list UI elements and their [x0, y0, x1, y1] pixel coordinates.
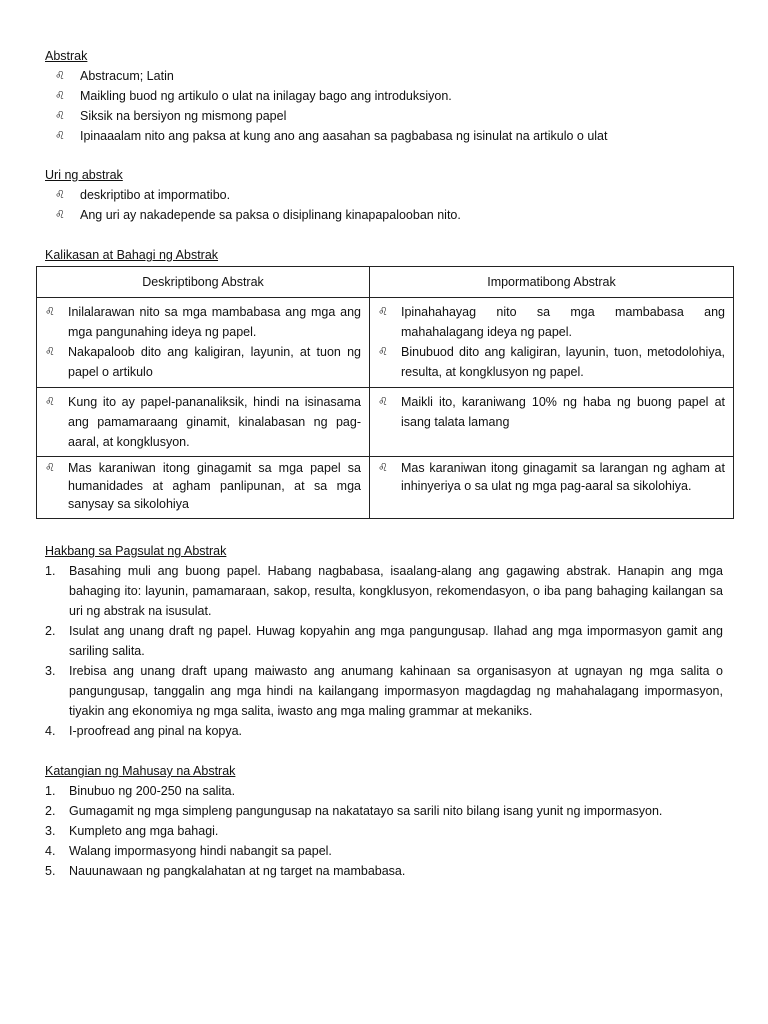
leo-bullet-icon: ♌ — [45, 461, 55, 474]
leo-bullet-icon: ♌ — [45, 305, 55, 318]
leo-bullet-icon: ♌ — [45, 345, 55, 358]
section-title-katangian: Katangian ng Mahusay na Abstrak — [45, 764, 236, 778]
section-title-kalikasan: Kalikasan at Bahagi ng Abstrak — [45, 248, 219, 262]
table-row — [37, 298, 734, 388]
bullet-item: ♌ Ipinaaalam nito ang paksa at kung ano ang aasahan sa pagbabasa ng isinulat na artikulo o ulat — [55, 126, 735, 146]
list-item: 1. Binubuo ng 200-250 na salita. — [45, 784, 236, 798]
section-title-abstrak: Abstrak — [45, 49, 88, 63]
uri-bullet-list — [55, 185, 735, 225]
leo-bullet-icon: ♌ — [378, 461, 388, 474]
cell-bullet: ♌ Nakapaloob dito ang kaligiran, layunin, at tuon ng papel o artikulo — [45, 342, 361, 382]
section-title-hakbang: Hakbang sa Pagsulat ng Abstrak — [45, 544, 227, 558]
list-item: 2. Gumagamit ng mga simpleng pangungusap na nakatatayo sa sarili nito bilang isang yunit ng impormasyon. — [45, 804, 663, 818]
cell-bullet: ♌ Binubuod dito ang kaligiran, layunin, tuon, metodolohiya, resulta, at kongklusyon ng papel. — [378, 342, 725, 382]
cell-bullet: ♌ Ipinahahayag nito sa mga mambabasa ang mahahalagang ideya ng papel. — [378, 302, 725, 342]
column-header-deskriptibo: Deskriptibong Abstrak — [37, 267, 370, 298]
list-item: 4. I-proofread ang pinal na kopya. — [45, 724, 243, 738]
table-header-row — [37, 267, 734, 298]
bullet-item: ♌ Ang uri ay nakadepende sa paksa o disiplinang kinapapalooban nito. — [55, 205, 735, 225]
cell-bullet: ♌ Inilalarawan nito sa mga mambabasa ang mga ang mga pangunahing ideya ng papel. — [45, 302, 361, 342]
table-row — [37, 457, 734, 519]
list-item: 4. Walang impormasyong hindi nabangit sa papel. — [45, 844, 332, 858]
leo-bullet-icon: ♌ — [55, 208, 65, 221]
cell-bullet: ♌ Mas karaniwan itong ginagamit sa larangan ng agham at inhinyeriya o sa ulat ng mga pag-aaral sa sikolohiya. — [378, 461, 725, 493]
bullet-item: ♌ Maikling buod ng artikulo o ulat na inilagay bago ang introduksiyon. — [55, 86, 735, 106]
leo-bullet-icon: ♌ — [378, 395, 388, 408]
bullet-item: ♌ Abstracum; Latin — [55, 66, 735, 86]
table-row — [37, 388, 734, 457]
leo-bullet-icon: ♌ — [378, 305, 388, 318]
list-item: 3. Irebisa ang unang draft upang maiwasto ang anumang kahinaan sa organisasyon at ugnayan ng mga salita o pangungusap, tanggalin ang mga hindi na kailangang impormasyon magdagdag ng mahahalagang impormasyon, tiyakin ang ekonomiya ng mga salita, iwasto ang mga maling grammar at mekaniks. — [45, 664, 723, 718]
bullet-item: ♌ Siksik na bersiyon ng mismong papel — [55, 106, 735, 126]
section-title-uri: Uri ng abstrak — [45, 168, 123, 182]
table-cell — [37, 457, 370, 519]
leo-bullet-icon: ♌ — [378, 345, 388, 358]
table-cell — [37, 298, 370, 388]
cell-bullet: ♌ Mas karaniwan itong ginagamit sa mga papel sa humanidades at agham panlipunan, at sa mga sanysay sa sikolohiya — [45, 461, 361, 511]
leo-bullet-icon: ♌ — [55, 188, 65, 201]
bullet-item: ♌ deskriptibo at impormatibo. — [55, 185, 735, 205]
leo-bullet-icon: ♌ — [55, 69, 65, 82]
steps-list — [45, 561, 723, 741]
table-cell — [370, 457, 734, 519]
leo-bullet-icon: ♌ — [55, 89, 65, 102]
list-item: 1. Basahing muli ang buong papel. Habang nagbabasa, isaalang-alang ang gagawing abstrak. Hanapin ang mga bahaging ito: layunin, pamamaraan, sakop, resulta, kongklusyon, rekomendasyon, o iba pang bahaging kailangan sa uri ng abstrak na isusulat. — [45, 564, 723, 618]
table-cell — [370, 298, 734, 388]
abstrak-bullet-list — [55, 66, 735, 146]
table-cell — [370, 388, 734, 457]
comparison-table — [36, 266, 734, 519]
column-header-impormatibo: Impormatibong Abstrak — [370, 267, 734, 298]
qualities-list — [45, 781, 723, 881]
leo-bullet-icon: ♌ — [45, 395, 55, 408]
cell-bullet: ♌ Maikli ito, karaniwang 10% ng haba ng buong papel at isang talata lamang — [378, 392, 725, 432]
table-cell — [37, 388, 370, 457]
list-item: 5. Nauunawaan ng pangkalahatan at ng target na mambabasa. — [45, 864, 406, 878]
leo-bullet-icon: ♌ — [55, 109, 65, 122]
list-item: 3. Kumpleto ang mga bahagi. — [45, 824, 219, 838]
list-item: 2. Isulat ang unang draft ng papel. Huwag kopyahin ang mga pangungusap. Ilahad ang mga impormasyon gamit ang sariling salita. — [45, 624, 723, 658]
leo-bullet-icon: ♌ — [55, 129, 65, 142]
cell-bullet: ♌ Kung ito ay papel-pananaliksik, hindi na isinasama ang pamamaraang ginamit, kinalabasan ng pag-aaral, at kongklusyon. — [45, 392, 361, 452]
